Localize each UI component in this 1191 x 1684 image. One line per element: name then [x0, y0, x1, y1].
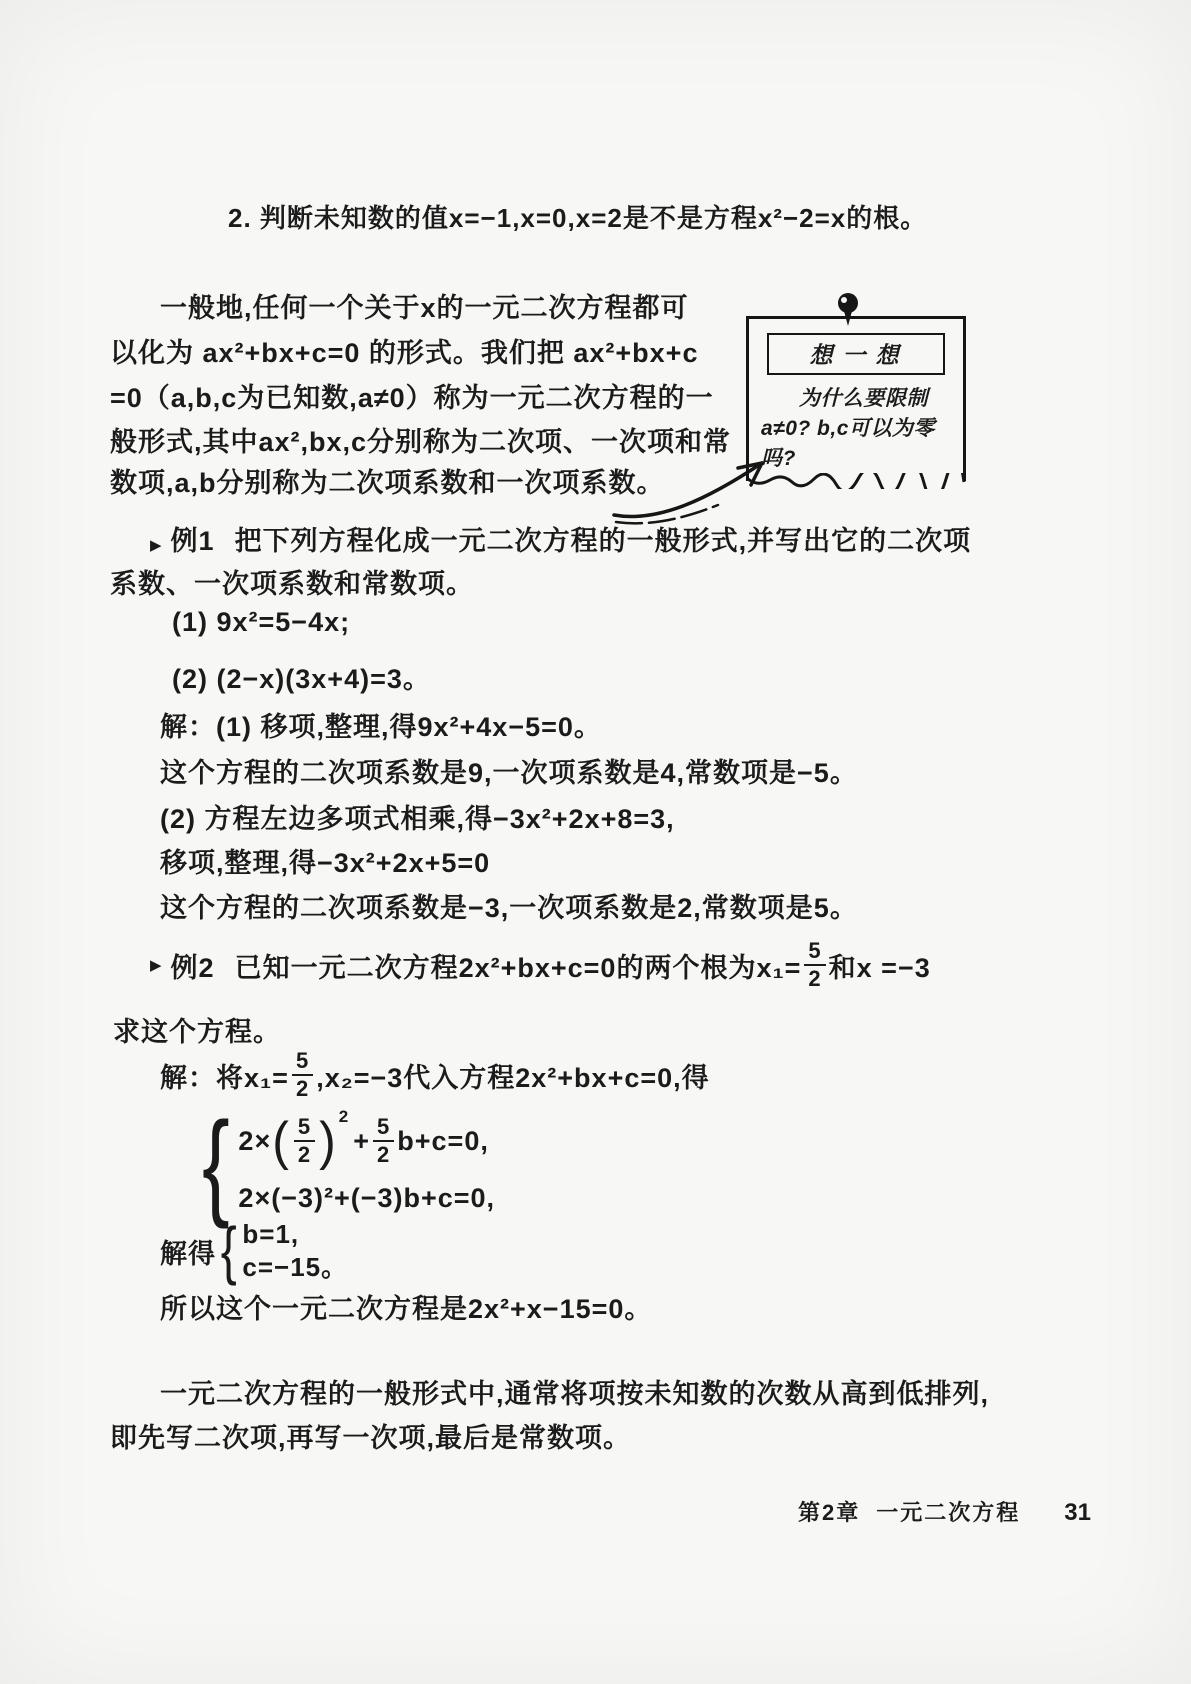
example-marker-icon: ▶	[150, 957, 163, 974]
note-text-line: a≠0? b,c可以为零	[761, 417, 935, 440]
example2-head-text: 和x =−3	[828, 952, 931, 983]
example2-solution-intro: 解：将x₁= $\frac{5}{2}$ ,x₂=−3代入方程2x²+bx+c=0,得	[160, 1047, 710, 1101]
closing-line: 即先写二次项,再写一次项,最后是常数项。	[110, 1423, 632, 1453]
example2-heading-line2: 求这个方程。	[113, 1017, 281, 1047]
system-equation-2: 2×(−3)²+(−3)b+c=0,	[238, 1182, 496, 1213]
fraction-five-halves: $\frac{5}{2}$	[292, 1049, 313, 1101]
example1-solution-line: 这个方程的二次项系数是−3,一次项系数是2,常数项是5。	[160, 893, 858, 923]
example1-heading	[150, 519, 971, 558]
example2-head-text: 已知一元二次方程2x²+bx+c=0的两个根为x₁=	[234, 952, 802, 983]
solution-brace: {	[220, 1214, 238, 1287]
example1-label: 例1	[170, 526, 215, 556]
fraction-five-halves: $\frac{5}{2}$	[294, 1115, 315, 1167]
exponent: 2	[338, 1107, 350, 1126]
left-paren: (	[272, 1111, 290, 1171]
example1-solution-line: (2) 方程左边多项式相乘,得−3x²+2x+8=3,	[160, 804, 675, 834]
equation-system	[196, 1097, 496, 1230]
closing-line: 一元二次方程的一般形式中,通常将项按未知数的次数从高到低排列,	[160, 1379, 990, 1409]
exercise-2-line: 2. 判断未知数的值x=−1,x=0,x=2是不是方程x²−2=x的根。	[228, 203, 928, 233]
note-text-line: 为什么要限制	[799, 387, 928, 410]
example1-item1: (1) 9x²=5−4x;	[172, 607, 351, 637]
intro-line: 一般地,任何一个关于x的一元二次方程都可	[160, 293, 689, 323]
example1-item2: (2) (2−x)(3x+4)=3。	[172, 664, 431, 694]
pushpin-icon	[833, 292, 863, 328]
solution-b: b=1,	[242, 1219, 300, 1249]
solve-label: 解得	[160, 1238, 216, 1269]
example2-heading	[150, 930, 931, 1000]
think-note-title: 想一想	[767, 333, 945, 375]
footer-section: 一元二次方程	[876, 1500, 1021, 1525]
intro-line: =0（a,b,c为已知数,a≠0）称为一元二次方程的一	[110, 383, 714, 413]
footer-chapter: 第2章	[798, 1500, 861, 1525]
system-equation-1: 2× ( $\frac{5}{2}$ ) 2 + $\frac{5}{2}$ b+c=0,	[238, 1107, 489, 1171]
example1-head-text: 把下列方程化成一元二次方程的一般形式,并写出它的二次项	[234, 526, 972, 556]
fraction-five-halves: $\frac{5}{2}$	[804, 939, 825, 991]
intro-line: 数项,a,b分别称为二次项系数和一次项系数。	[110, 468, 665, 498]
note-text-line: 吗?	[761, 447, 796, 470]
example1-heading-line2: 系数、一次项系数和常数项。	[110, 569, 474, 599]
system-rows	[238, 1108, 495, 1220]
solution-rows	[242, 1218, 348, 1284]
example2-label: 例2	[170, 952, 215, 983]
right-paren: )	[319, 1111, 337, 1171]
hand-drawn-arrow-icon	[606, 443, 786, 531]
page-footer	[798, 1496, 1091, 1527]
fraction-five-halves: $\frac{5}{2}$	[373, 1115, 394, 1167]
example2-conclusion: 所以这个一元二次方程是2x²+x−15=0。	[160, 1294, 653, 1324]
solved-values	[160, 1214, 349, 1287]
solution-c: c=−15。	[242, 1252, 349, 1282]
intro-line: 般形式,其中ax²,bx,c分别称为二次项、一次项和常	[110, 427, 732, 457]
example1-solution-line: 移项,整理,得−3x²+2x+5=0	[160, 848, 491, 878]
example1-solution-line: 解：(1) 移项,整理,得9x²+4x−5=0。	[160, 712, 602, 742]
example1-solution-line: 这个方程的二次项系数是9,一次项系数是4,常数项是−5。	[160, 758, 858, 788]
intro-line: 以化为 ax²+bx+c=0 的形式。我们把 ax²+bx+c	[110, 338, 699, 368]
footer-page-number: 31	[1064, 1499, 1091, 1526]
system-brace: {	[202, 1097, 231, 1230]
example-marker-icon: ▶	[150, 537, 163, 554]
